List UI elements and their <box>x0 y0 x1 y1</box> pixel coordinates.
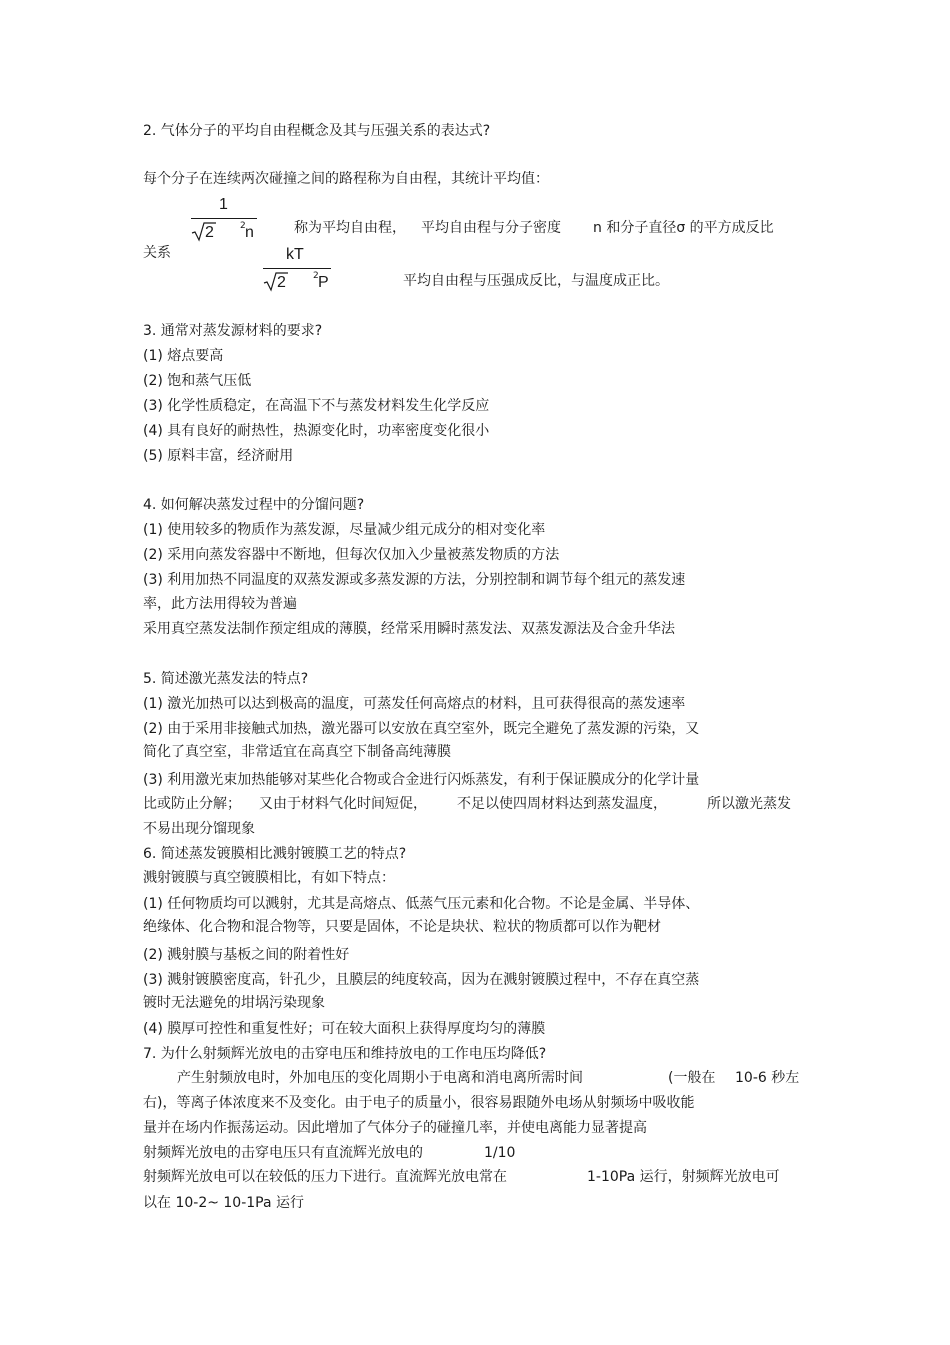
q5-line: (1) 激光加热可以达到极高的温度，可蒸发任何高熔点的材料，且可获得很高的蒸发速率 <box>143 696 686 712</box>
q2-title: 2. 气体分子的平均自由程概念及其与压强关系的表达式? <box>143 123 491 139</box>
q6-title: 6. 简述蒸发镀膜相比溅射镀膜工艺的特点? <box>143 846 407 862</box>
list-item: (3) 化学性质稳定，在高温下不与蒸发材料发生化学反应 <box>143 398 490 414</box>
q2-text1: 称为平均自由程， <box>294 220 406 236</box>
q5-line: 不易出现分馏现象 <box>143 821 255 837</box>
q6-line: (3) 溅射镀膜密度高，针孔少，且膜层的纯度较高，因为在溅射镀膜过程中，不存在真空蒸 <box>143 972 700 988</box>
list-item: (5) 原料丰富，经济耐用 <box>143 448 294 464</box>
q7-title: 7. 为什么射频辉光放电的击穿电压和维持放电的工作电压均降低? <box>143 1046 547 1062</box>
q3-title: 3. 通常对蒸发源材料的要求? <box>143 323 323 339</box>
q5-line: (3) 利用激光束加热能够对某些化合物或合金进行闪烁蒸发，有利于保证膜成分的化学计量 <box>143 772 700 788</box>
q4-line: 采用真空蒸发法制作预定组成的薄膜，经常采用瞬时蒸发法、双蒸发源法及合金升华法 <box>143 621 675 637</box>
q2-relation: 关系 <box>143 245 171 261</box>
q7-line: 右)，等离子体浓度来不及变化。由于电子的质量小，很容易跟随外电场从射频场中吸收能 <box>143 1095 695 1111</box>
q2-text2: 平均自由程与分子密度 <box>421 220 561 236</box>
formula1-variable: n <box>245 224 254 241</box>
q6-line: 绝缘体、化合物和混合物等，只要是固体，不论是块状、粒状的物质都可以作为靶材 <box>143 919 661 935</box>
formula1-superscript: 2 <box>240 221 246 231</box>
q6-line: (1) 任何物质均可以溅射，尤其是高熔点、低蒸气压元素和化合物。不论是金属、半导体、 <box>143 896 700 912</box>
formula1-fraction-bar <box>191 218 257 219</box>
q7-line-part: 产生射频放电时，外加电压的变化周期小于电离和消电离所需时间 <box>177 1070 583 1086</box>
q7-line-part: 1/10 <box>484 1145 516 1161</box>
formula2-fraction-bar <box>263 268 331 269</box>
q5-line-part: 不足以使四周材料达到蒸发温度， <box>457 796 667 812</box>
q6-line: (4) 膜厚可控性和重复性好；可在较大面积上获得厚度均匀的薄膜 <box>143 1021 546 1037</box>
q7-line-part: 1-10Pa 运行，射频辉光放电可 <box>587 1169 780 1185</box>
q5-line: (2) 由于采用非接触式加热，激光器可以安放在真空室外，既完全避免了蒸发源的污染，又 <box>143 721 700 737</box>
q7-line: 以在 10-2~ 10-1Pa 运行 <box>143 1195 305 1211</box>
formula2-sqrt-arg: 2 <box>277 274 286 291</box>
q6-line: (2) 溅射膜与基板之间的附着性好 <box>143 947 350 963</box>
q2-text4: 平均自由程与压强成反比，与温度成正比。 <box>403 273 669 289</box>
formula1-numerator: 1 <box>219 196 228 213</box>
formula2-variable: P <box>318 274 329 291</box>
list-item: (2) 饱和蒸气压低 <box>143 373 252 389</box>
q6-line: 镀时无法避免的坩埚污染现象 <box>143 995 325 1011</box>
list-item: (4) 具有良好的耐热性，热源变化时，功率密度变化很小 <box>143 423 490 439</box>
q5-line-part: 所以激光蒸发 <box>707 796 791 812</box>
q5-title: 5. 简述激光蒸发法的特点? <box>143 671 309 687</box>
q7-line-part: 10-6 秒左 <box>735 1070 800 1086</box>
q4-line: (2) 采用向蒸发容器中不断地，但每次仅加入少量被蒸发物质的方法 <box>143 547 560 563</box>
q7-line: 量并在场内作振荡运动。因此增加了气体分子的碰撞几率，并使电离能力显著提高 <box>143 1120 647 1136</box>
q7-line-part: 射频辉光放电可以在较低的压力下进行。直流辉光放电常在 <box>143 1169 507 1185</box>
q6-intro: 溅射镀膜与真空镀膜相比，有如下特点： <box>143 870 395 886</box>
q5-line: 简化了真空室，非常适宜在高真空下制备高纯薄膜 <box>143 744 451 760</box>
q7-line-part: 射频辉光放电的击穿电压只有直流辉光放电的 <box>143 1145 423 1161</box>
q2-intro: 每个分子在连续两次碰撞之间的路程称为自由程，其统计平均值： <box>143 171 549 187</box>
q4-line: (3) 利用加热不同温度的双蒸发源或多蒸发源的方法，分别控制和调节每个组元的蒸发速 <box>143 572 686 588</box>
q4-title: 4. 如何解决蒸发过程中的分馏问题? <box>143 497 365 513</box>
q4-line: 率，此方法用得较为普遍 <box>143 596 297 612</box>
q5-line-part: 又由于材料气化时间短促， <box>259 796 427 812</box>
q7-line-part: (一般在 <box>668 1070 716 1086</box>
formula2-superscript: 2 <box>313 271 319 281</box>
list-item: (1) 熔点要高 <box>143 348 224 364</box>
q2-text3: n 和分子直径σ 的平方成反比 <box>593 220 774 236</box>
formula1-sqrt-arg: 2 <box>205 224 214 241</box>
q5-line-part: 比或防止分解； <box>143 796 241 812</box>
q4-line: (1) 使用较多的物质作为蒸发源，尽量减少组元成分的相对变化率 <box>143 522 546 538</box>
formula2-numerator: kT <box>286 246 304 263</box>
